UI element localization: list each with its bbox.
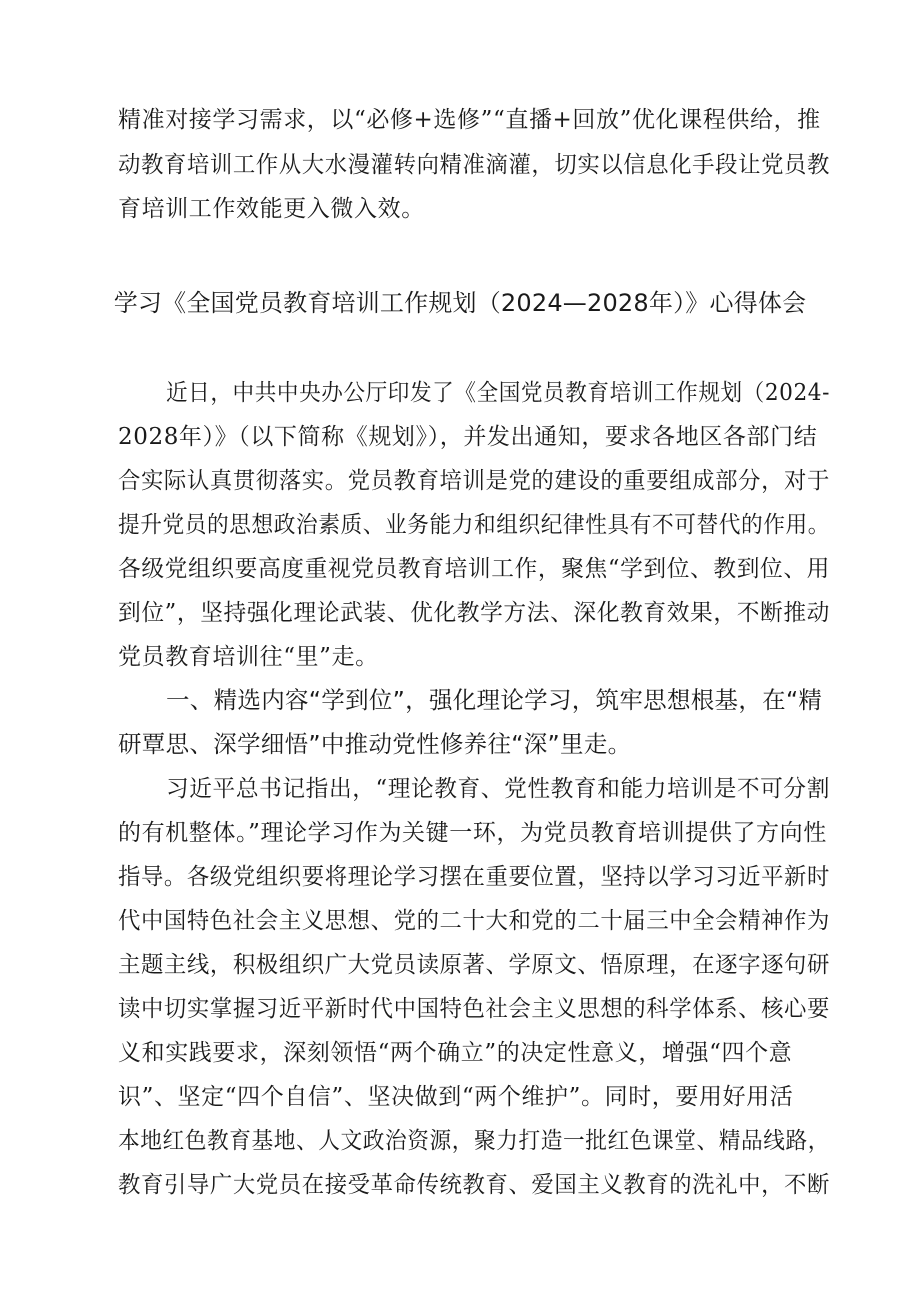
text-line: 动教育培训工作从大水漫灌转向精准滴灌，切实以信息化手段让党员教 [118,152,830,178]
text-line: 合实际认真贯彻落实。党员教育培训是党的建设的重要组成部分，对于 [118,468,830,494]
text-line: 指导。各级党组织要将理论学习摆在重要位置，坚持以学习习近平新时 [118,864,830,890]
text-line: 本地红色教育基地、人文政治资源，聚力打造一批红色课堂、精品线路， [118,1128,830,1154]
text-line: 主题主线，积极组织广大党员读原著、学原文、悟原理，在逐字逐句研 [118,952,830,978]
text-line: 育培训工作效能更入微入效。 [118,196,425,222]
heading-line: 研覃思、深学细悟”中推动党性修养往“深”里走。 [118,730,632,758]
text-line: 习近平总书记指出，“理论教育、党性教育和能力培训是不可分割 [166,776,830,802]
text-line: 教育引导广大党员在接受革命传统教育、爱国主义教育的洗礼中，不断 [118,1172,830,1198]
text-line: 精准对接学习需求，以“必修+选修”“直播+回放”优化课程供给，推 [118,107,821,133]
text-line: 代中国特色社会主义思想、党的二十大和党的二十届三中全会精神作为 [118,908,830,934]
text-line: 各级党组织要高度重视党员教育培训工作，聚焦“学到位、教到位、用 [118,556,830,582]
text-line: 到位”，坚持强化理论武装、优化教学方法、深化教育效果，不断推动 [118,600,830,626]
text-line: 识”、坚定“四个自信”、坚决做到“两个维护”。同时，要用好用活 [118,1084,794,1110]
text-line: 提升党员的思想政治素质、业务能力和组织纪律性具有不可替代的作用。 [118,512,830,538]
text-line: 义和实践要求，深刻领悟“两个确立”的决定性意义，增强“四个意 [118,1040,793,1066]
text-line: 的有机整体。”理论学习作为关键一环，为党员教育培训提供了方向性 [118,820,827,846]
text-line: 2028年）》（以下简称《规划》），并发出通知，要求各地区各部门结 [118,424,818,450]
text-line: 党员教育培训往“里”走。 [118,644,379,670]
article-title: 学习《全国党员教育培训工作规划（2024—2028年）》心得体会 [113,289,807,317]
heading-line: 一、精选内容“学到位”，强化理论学习，筑牢思想根基，在“精 [166,686,823,714]
text-line: 近日，中共中央办公厅印发了《全国党员教育培训工作规划（2024- [166,380,830,406]
text-line: 读中切实掌握习近平新时代中国特色社会主义思想的科学体系、核心要 [118,996,830,1022]
